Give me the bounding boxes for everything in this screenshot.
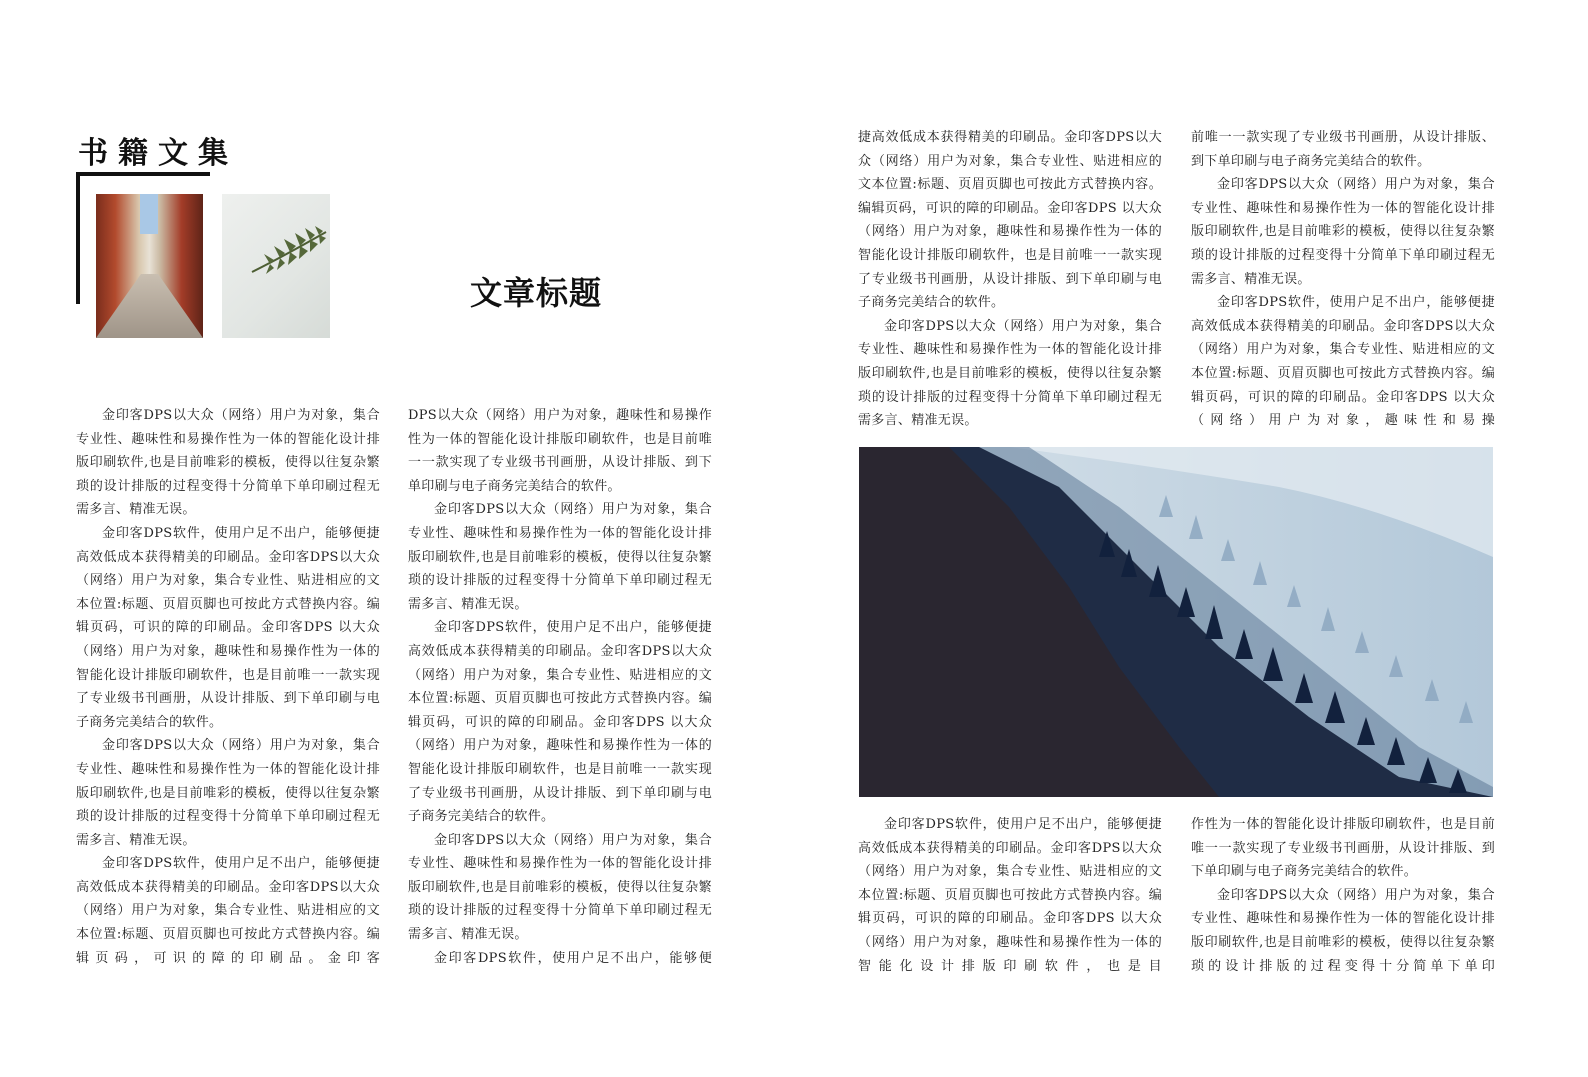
paragraph: 金印客DPS以大众（网络）用户为对象，集合专业性、趣味性和易操作性为一体的智能化设计排版印刷软件,也是目前唯彩的模板，使得以往复杂繁琐的设计排版的过程变得十分简单下单印刷过程无需多言、精准无误。 — [408, 832, 712, 943]
paragraph: 金印客DPS以大众（网络）用户为对象，集合专业性、趣味性和易操作性为一体的智能化设计排版印刷软件,也是目前唯彩的模板，使得以往复杂繁琐的设计排版的过程变得十分简单下单印刷过程无需多言、精准无误。 — [408, 502, 712, 612]
paragraph: 金印客DPS以大众（网络）用户为对象，集合专业性、趣味性和易操作性为一体的智能化设计排版印刷软件,也是目前唯彩的模板，使得以往复杂繁琐的设计排版的过程变得十分简单下单印刷过程无需多言、精准无误。 — [76, 738, 380, 848]
market-alley-photo — [96, 194, 203, 338]
paragraph: DPS以大众（网络）用户为对象，趣味性和易操作性为一体的智能化设计排版印刷软件，也是目前唯一一款实现了专业级书刊画册，从设计排版、到下单印刷与电子商务完美结合的软件。 — [408, 408, 712, 494]
paragraph: 金印客DPS以大众（网络）用户为对象，集合专业性、趣味性和易操作性为一体的智能化设计排版印刷软件,也是目前唯彩的模板，使得以往复杂繁琐的设计排版的过程变得十分简单下单印刷过程无需多言、精准无误。 — [1191, 177, 1495, 287]
paragraph: 作性为一体的智能化设计排版印刷软件，也是目前唯一一款实现了专业级书刊画册，从设计排版、到下单印刷与电子商务完美结合的软件。 — [1191, 817, 1495, 880]
misty-mountain-forest-photo — [859, 447, 1493, 797]
paragraph: 金印客DPS软件，使用户足不出户，能够便捷高效低成本获得精美的印刷品。金印客DPS以大众（网络）用户为对象，集合专业性、贴进相应的文本位置:标题、页眉页脚也可按此方式替换内容。编辑页码，可识的障的印刷品。金印客DPS 以大众（网络）用户为对象，趣味性和易操 — [1191, 295, 1495, 429]
paragraph: 金印客DPS以大众（网络）用户为对象，集合专业性、趣味性和易操作性为一体的智能化设计排版印刷软件,也是目前唯彩的模板，使得以往复杂繁琐的设计排版的过程变得十分简单下单印刷过程无需多言、精准无误。 — [76, 408, 380, 518]
section-label: 书籍文集 — [78, 136, 238, 171]
paragraph: 金印客DPS软件，使用户足不出户，能够便捷高效低成本获得精美的印刷品。金印客DPS以大众（网络）用户为对象，集合专业性、贴进相应的文本位置:标题、页眉页脚也可按此方式替换内容。编辑页码，可识的障的印刷品。金印客DPS 以大众（网络）用户为对象，趣味性和易操作性为一体的智能化设计排版印刷软件，也是目 — [858, 817, 1162, 974]
fern-leaf-icon — [222, 194, 330, 338]
text-column-6 — [1191, 813, 1495, 978]
fern-leaf-photo — [222, 194, 330, 338]
paragraph: 前唯一一款实现了专业级书刊画册，从设计排版、到下单印刷与电子商务完美结合的软件。 — [1191, 130, 1495, 169]
frame-line-horizontal — [76, 172, 210, 176]
mountain-illustration — [859, 447, 1493, 797]
text-column-2 — [408, 404, 712, 970]
paragraph: 捷高效低成本获得精美的印刷品。金印客DPS以大众（网络）用户为对象，集合专业性、贴进相应的文本位置:标题、页眉页脚也可按此方式替换内容。编辑页码，可识的障的印刷品。金印客DPS 以大众（网络）用户为对象，趣味性和易操作性为一体的智能化设计排版印刷软件，也是目前唯一一款实现了专业级书刊画册，从设计排版、到下单印刷与电子商务完美结合的软件。 — [858, 130, 1162, 311]
paragraph: 金印客DPS以大众（网络）用户为对象，集合专业性、趣味性和易操作性为一体的智能化设计排版印刷软件,也是目前唯彩的模板，使得以往复杂繁琐的设计排版的过程变得十分简单下单印刷过程无需多言、精准无误。 — [858, 318, 1162, 429]
text-column-4 — [1191, 126, 1495, 433]
frame-line-vertical — [76, 172, 80, 304]
market-sky — [140, 194, 158, 234]
article-title: 文章标题 — [470, 274, 603, 312]
paragraph: 金印客DPS软件，使用户足不出户，能够便捷高效低成本获得精美的印刷品。金印客DPS以大众（网络）用户为对象，集合专业性、贴进相应的文本位置:标题、页眉页脚也可按此方式替换内容。编辑页码，可识的障的印刷品。金印客 — [76, 856, 380, 966]
paragraph: 金印客DPS软件，使用户足不出户，能够便捷高效低成本获得精美的印刷品。金印客DPS以大众（网络）用户为对象，集合专业性、贴进相应的文本位置:标题、页眉页脚也可按此方式替换内容。编辑页码，可识的障的印刷品。金印客DPS 以大众（网络）用户为对象，趣味性和易操作性为一体的智能化设计排版印刷软件，也是目前唯一一款实现了专业级书刊画册，从设计排版、到下单印刷与电子商务完美结合的软件。 — [408, 620, 712, 825]
text-column-3 — [858, 126, 1162, 433]
market-road — [96, 274, 203, 338]
paragraph: 金印客DPS以大众（网络）用户为对象，集合专业性、趣味性和易操作性为一体的智能化设计排版印刷软件,也是目前唯彩的模板，使得以往复杂繁琐的设计排版的过程变得十分简单下单印 — [1191, 887, 1495, 974]
text-column-5 — [858, 813, 1162, 978]
text-column-1 — [76, 404, 380, 970]
paragraph: 金印客DPS软件，使用户足不出户，能够便捷高效低成本获得精美的印刷品。金印客DPS以大众（网络）用户为对象，集合专业性、贴进相应的文本位置:标题、页眉页脚也可按此方式替换内容。编辑页码，可识的障的印刷品。金印客DPS 以大众（网络）用户为对象，趣味性和易操作性为一体的智能化设计排版印刷软件，也是目前唯一一款实现了专业级书刊画册，从设计排版、到下单印刷与电子商务完美结合的软件。 — [76, 525, 380, 730]
paragraph: 金印客DPS软件，使用户足不出户，能够便 — [434, 950, 712, 966]
